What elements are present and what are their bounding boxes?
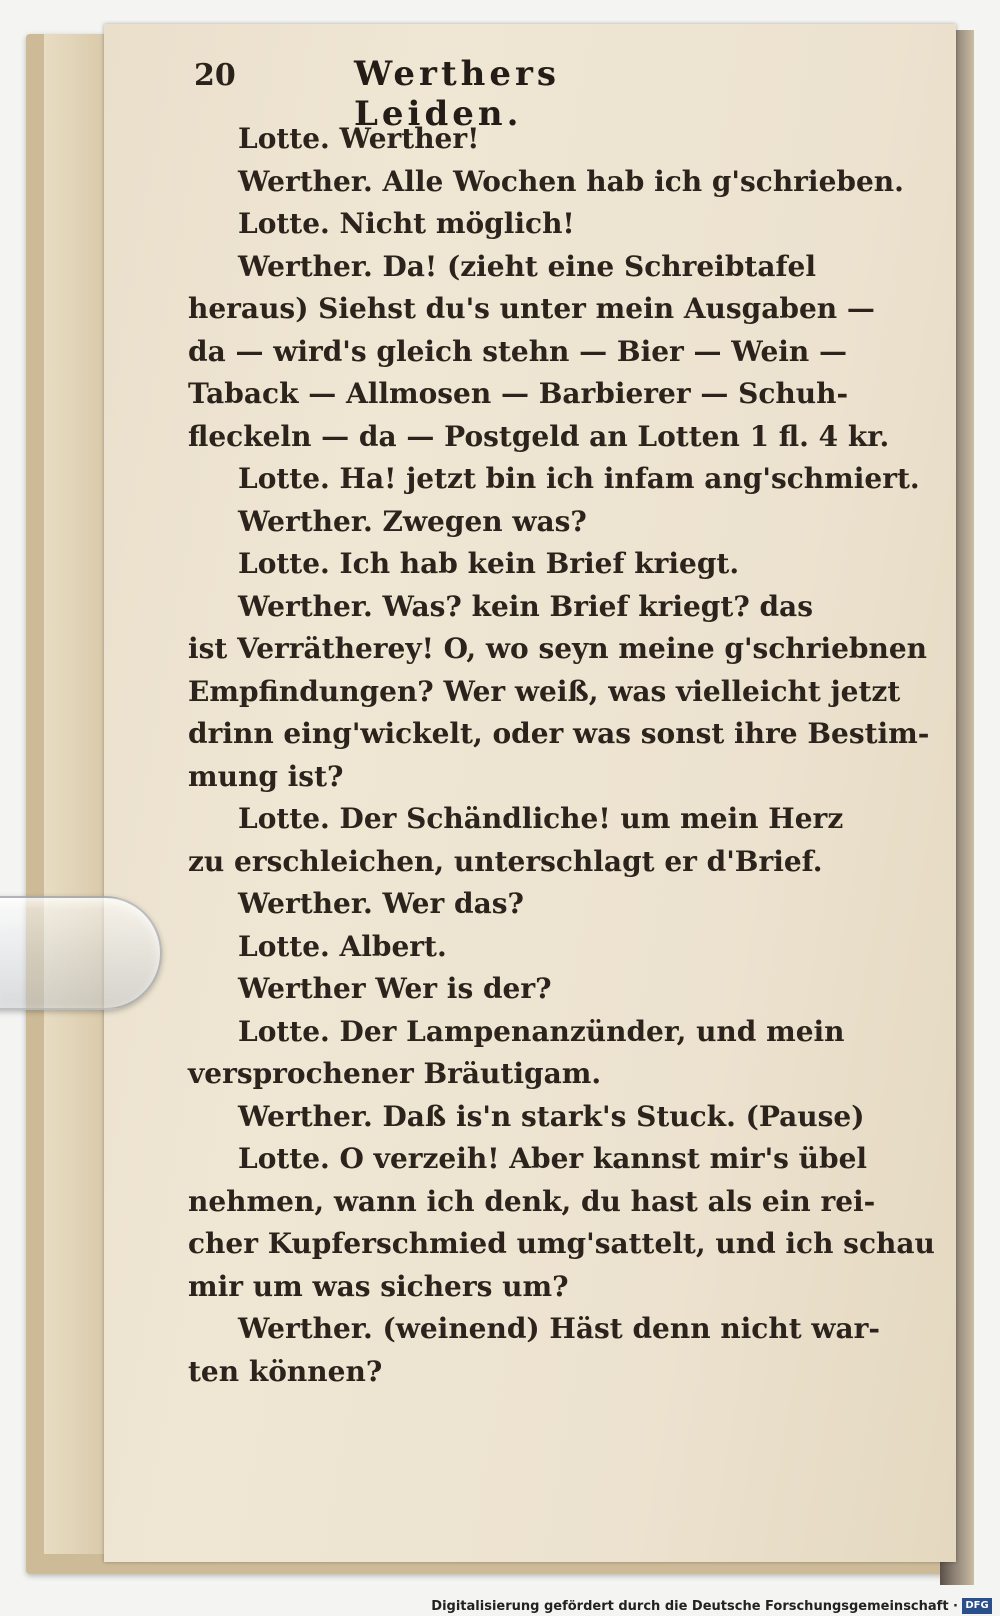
text-line: Werther. Daß is'n stark's Stuck. (Pause) [238, 1099, 865, 1133]
page-header [194, 54, 694, 134]
text-line: cher Kupferschmied umg'sattelt, und ich schau [188, 1227, 935, 1260]
running-title: Werthers Leiden. [354, 54, 561, 134]
text-line: Empfindungen? Wer weiß, was vielleicht jetzt [188, 674, 901, 708]
text-line: nehmen, wann ich denk, du hast als ein rei- [188, 1184, 876, 1218]
text-line: mir um was sichers um? [188, 1269, 569, 1303]
text-line: Werther. Zwegen was? [238, 504, 587, 538]
text-line: Lotte. Der Lampenanzünder, und mein [238, 1014, 845, 1048]
text-line: Werther. Da! (zieht eine Schreibtafel [238, 249, 816, 283]
text-line: Werther Wer is der? [238, 972, 552, 1005]
text-line: zu erschleichen, unterschlagt er d'Brief. [188, 844, 823, 878]
text-line: Lotte. O verzeih! Aber kannst mir's übel [238, 1142, 868, 1175]
text-line: Werther. Wer das? [238, 887, 524, 920]
text-line: drinn eing'wickelt, oder was sonst ihre Bestim- [188, 717, 930, 750]
text-line: Taback — Allmosen — Barbierer — Schuh- [188, 377, 849, 410]
page-clip [0, 896, 162, 1010]
credit-text: Digitalisierung gefördert durch die Deutsche Forschungsgemeinschaft · [431, 1598, 958, 1614]
text-line: Werther. Alle Wochen hab ich g'schrieben. [238, 164, 904, 198]
digitization-credit [431, 1598, 992, 1614]
text-line: da — wird's gleich stehn — Bier — Wein — [188, 334, 847, 368]
text-line: Lotte. Werther! [238, 122, 480, 155]
page-number: 20 [194, 58, 236, 93]
dfg-logo: DFG [962, 1598, 992, 1614]
text-line: Werther. (weinend) Häst denn nicht war- [238, 1312, 881, 1345]
text-line: ist Verrätherey! O, wo seyn meine g'schriebnen [188, 632, 928, 665]
text-line: versprochener Bräutigam. [188, 1057, 602, 1090]
text-line: ten können? [188, 1354, 383, 1388]
text-line: heraus) Siehst du's unter mein Ausgaben — [188, 292, 875, 325]
text-line: mung ist? [188, 759, 344, 793]
page-text [188, 118, 935, 1393]
text-line: fleckeln — da — Postgeld an Lotten 1 fl. 4 kr. [188, 419, 890, 453]
text-line: Lotte. Der Schändliche! um mein Herz [238, 802, 844, 835]
text-line: Lotte. Albert. [238, 929, 447, 963]
text-line: Lotte. Nicht möglich! [238, 207, 575, 240]
text-line: Werther. Was? kein Brief kriegt? das [238, 589, 813, 623]
text-line: Lotte. Ha! jetzt bin ich infam ang'schmiert. [238, 462, 920, 495]
text-line: Lotte. Ich hab kein Brief kriegt. [238, 547, 740, 580]
